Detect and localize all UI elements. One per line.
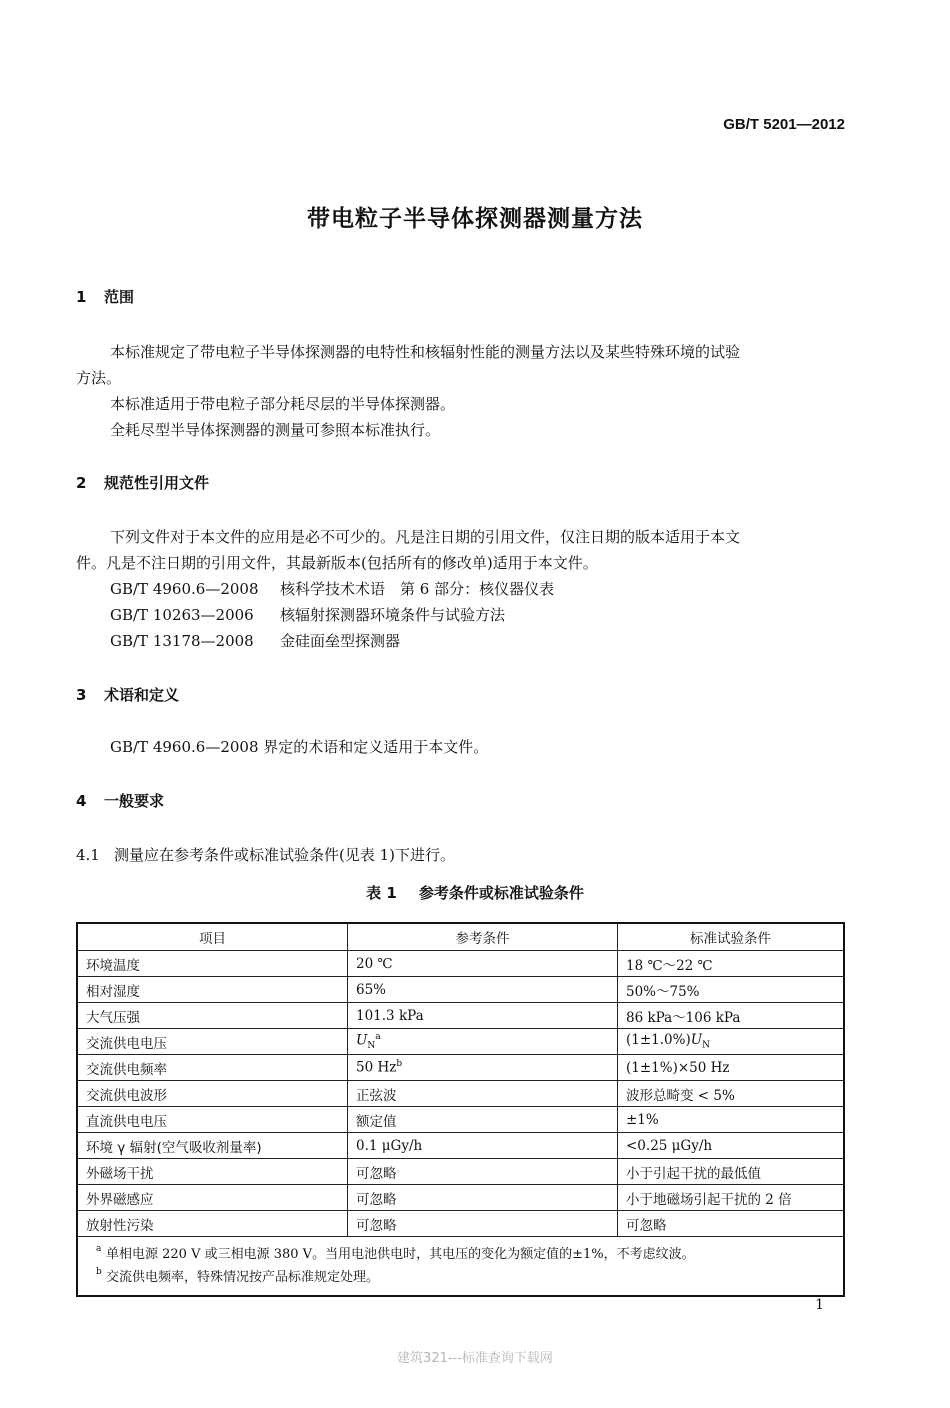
table-cell: 0.1 μGy/h <box>348 1133 618 1159</box>
table-cell: 86 kPa～106 kPa <box>618 1003 845 1029</box>
normative-reference <box>110 628 400 654</box>
normative-reference <box>110 602 505 628</box>
table-cell: 直流供电电压 <box>77 1107 348 1133</box>
paragraph-continuation: 方法。 <box>76 369 122 387</box>
normative-reference <box>110 576 554 602</box>
tolerance-prefix: (1±1.0%) <box>626 1032 691 1049</box>
table-cell: 可忽略 <box>348 1185 618 1211</box>
table-cell: 可忽略 <box>618 1211 845 1237</box>
table-cell: 放射性污染 <box>77 1211 348 1237</box>
table-row <box>77 1159 844 1185</box>
table-row <box>77 1185 844 1211</box>
table-cell: 50%～75% <box>618 977 845 1003</box>
table-cell: <0.25 μGy/h <box>618 1133 845 1159</box>
table-header-row <box>77 923 844 951</box>
section-3-heading <box>76 684 179 705</box>
paragraph: 本标准规定了带电粒子半导体探测器的电特性和核辐射性能的测量方法以及某些特殊环境的试验 <box>110 343 741 361</box>
section-number: 4 <box>76 792 87 810</box>
table-cell: 65% <box>348 977 618 1003</box>
table-cell: 相对湿度 <box>77 977 348 1003</box>
table-notes-row <box>77 1237 844 1297</box>
footnote <box>96 1243 835 1266</box>
clause-number: 4.1 <box>76 846 100 864</box>
section-1-heading <box>76 286 134 307</box>
section-2-heading <box>76 472 209 493</box>
table-cell: 101.3 kPa <box>348 1003 618 1029</box>
table-row <box>77 1029 844 1055</box>
reference-code: GB/T 4960.6—2008 <box>110 580 259 598</box>
standard-number: GB/T 5201—2012 <box>723 116 845 133</box>
conditions-table <box>76 922 845 1297</box>
section-number: 2 <box>76 474 87 492</box>
table-cell: ±1% <box>618 1107 845 1133</box>
table-row <box>77 1211 844 1237</box>
table-row <box>77 1107 844 1133</box>
reference-title: 核科学技术术语 第 6 部分：核仪器仪表 <box>280 580 555 598</box>
table-cell: 20 ℃ <box>348 951 618 977</box>
table-cell: 可忽略 <box>348 1211 618 1237</box>
table-cell: 环境 γ 辐射(空气吸收剂量率) <box>77 1133 348 1159</box>
symbol-subscript: N <box>367 1041 376 1052</box>
table-row <box>77 977 844 1003</box>
footnote-mark: b <box>96 1267 102 1277</box>
table-label: 表 1 <box>366 884 397 902</box>
page-number: 1 <box>815 1297 824 1313</box>
table-cell: 小于引起干扰的最低值 <box>618 1159 845 1185</box>
table-cell: (1±1%)×50 Hz <box>618 1055 845 1081</box>
table-cell: 额定值 <box>348 1107 618 1133</box>
symbol-u: U <box>690 1032 703 1049</box>
table-cell: 外磁场干扰 <box>77 1159 348 1185</box>
table-row <box>77 1055 844 1081</box>
section-title: 术语和定义 <box>104 686 180 704</box>
section-number: 3 <box>76 686 87 704</box>
table-row <box>77 1003 844 1029</box>
watermark: 建筑321---标准查询下载网 <box>397 1351 553 1366</box>
reference-title: 金硅面垒型探测器 <box>280 632 401 650</box>
table-cell: 交流供电电压 <box>77 1029 348 1055</box>
reference-code: GB/T 13178—2008 <box>110 632 254 650</box>
table-cell <box>618 1029 845 1055</box>
table-row <box>77 951 844 977</box>
clause-4-1 <box>76 844 455 865</box>
clause-text: 测量应在参考条件或标准试验条件(见表 1)下进行。 <box>114 846 456 864</box>
table-cell: 可忽略 <box>348 1159 618 1185</box>
reference-title: 核辐射探测器环境条件与试验方法 <box>280 606 506 624</box>
table-row <box>77 1133 844 1159</box>
section-title: 一般要求 <box>104 792 165 810</box>
footnote-text: 交流供电频率，特殊情况按产品标准规定处理。 <box>106 1270 380 1285</box>
table-cell: 环境温度 <box>77 951 348 977</box>
table-cell: 大气压强 <box>77 1003 348 1029</box>
footnote <box>96 1266 835 1289</box>
table-caption <box>0 882 950 903</box>
footnote-text: 单相电源 220 V 或三相电源 380 V。当用电池供电时，其电压的变化为额定值的±1%，不考虑纹波。 <box>106 1247 695 1262</box>
paragraph-continuation: 件。凡是不注日期的引用文件，其最新版本(包括所有的修改单)适用于本文件。 <box>76 554 598 572</box>
symbol-u: U <box>356 1032 368 1049</box>
column-header: 项目 <box>77 923 348 951</box>
table-cell: 交流供电频率 <box>77 1055 348 1081</box>
table-cell: 外界磁感应 <box>77 1185 348 1211</box>
paragraph: 下列文件对于本文件的应用是必不可少的。凡是注日期的引用文件，仅注日期的版本适用于本文 <box>110 528 741 546</box>
table-row <box>77 1081 844 1107</box>
footnote-mark: a <box>96 1244 102 1254</box>
paragraph: GB/T 4960.6—2008 界定的术语和定义适用于本文件。 <box>110 738 489 756</box>
paragraph: 本标准适用于带电粒子部分耗尽层的半导体探测器。 <box>110 395 456 413</box>
section-title: 范围 <box>104 288 135 306</box>
table-notes <box>77 1237 844 1297</box>
section-4-heading <box>76 790 164 811</box>
footnote-mark: b <box>396 1059 403 1070</box>
symbol-subscript: N <box>702 1040 710 1051</box>
table-cell: 18 ℃～22 ℃ <box>618 951 845 977</box>
footnote-mark: a <box>375 1031 381 1042</box>
table-cell: 小于地磁场引起干扰的 2 倍 <box>618 1185 845 1211</box>
paragraph: 全耗尽型半导体探测器的测量可参照本标准执行。 <box>110 421 441 439</box>
column-header: 参考条件 <box>348 923 618 951</box>
table-cell <box>348 1055 618 1081</box>
reference-code: GB/T 10263—2006 <box>110 606 254 624</box>
section-number: 1 <box>76 288 87 306</box>
table-cell <box>348 1029 618 1055</box>
table-cell: 波形总畸变 < 5% <box>618 1081 845 1107</box>
document-title: 带电粒子半导体探测器测量方法 <box>307 206 643 232</box>
table-caption-text: 参考条件或标准试验条件 <box>418 884 584 902</box>
section-title: 规范性引用文件 <box>104 474 210 492</box>
frequency-value: 50 Hz <box>356 1059 397 1076</box>
table-cell: 正弦波 <box>348 1081 618 1107</box>
table-cell: 交流供电波形 <box>77 1081 348 1107</box>
column-header: 标准试验条件 <box>618 923 845 951</box>
